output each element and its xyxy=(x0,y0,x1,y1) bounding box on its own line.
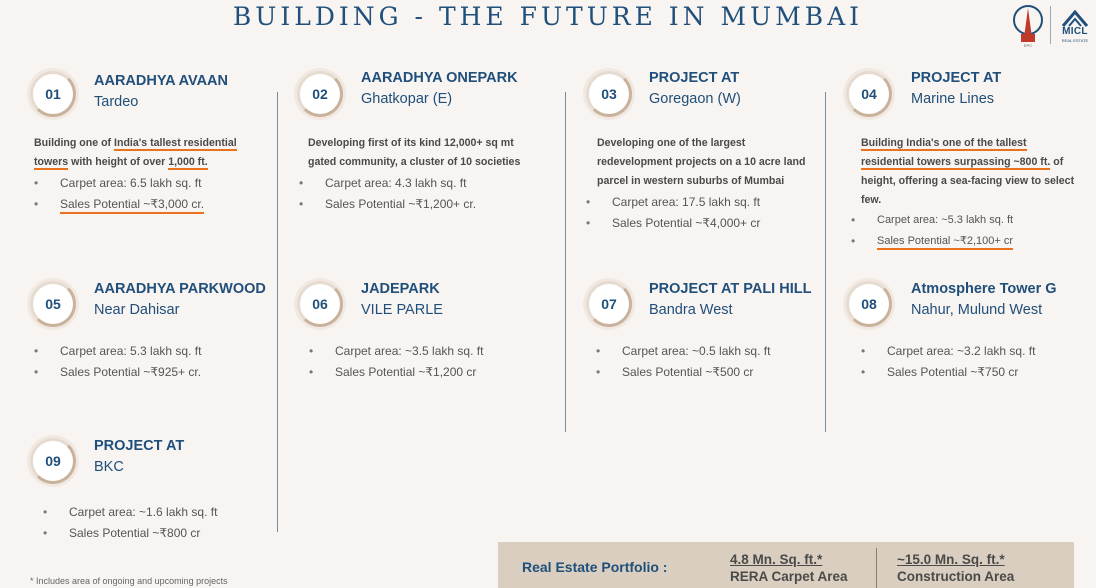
project-location: VILE PARLE xyxy=(361,302,443,318)
project-number-badge: 09 xyxy=(30,438,76,484)
project-description: Developing one of the largest redevelopment projects on a 10 acre land parcel in western suburbs of Mumbai xyxy=(597,137,806,187)
project-name: PROJECT AT PALI HILL xyxy=(649,281,812,297)
project-description: Building India's one of the tallest residential towers surpassing ~800 ft. of height, offering a sea-facing view to select few. xyxy=(861,137,1075,206)
carpet-area: • Carpet area: ~3.2 lakh sq. ft xyxy=(861,341,1035,362)
project-description: Developing first of its kind 12,000+ sq mt gated community, a cluster of 10 societies xyxy=(308,137,521,168)
project-description: Building one of India's tallest residential towers with height of over 1,000 ft. xyxy=(34,137,237,168)
sales-potential: • Sales Potential ~₹750 cr xyxy=(861,362,1035,383)
column-divider-2 xyxy=(565,92,566,432)
footnote: * Includes area of ongoing and upcoming projects xyxy=(30,576,228,586)
carpet-area: • Carpet area: 5.3 lakh sq. ft xyxy=(34,341,201,362)
sales-potential: • Sales Potential ~₹3,000 cr. xyxy=(34,194,204,215)
project-location: BKC xyxy=(94,459,124,475)
project-stats xyxy=(299,173,476,215)
project-number-badge: 06 xyxy=(297,281,343,327)
carpet-area: • Carpet area: 4.3 lakh sq. ft xyxy=(299,173,476,194)
project-number-badge: 07 xyxy=(586,281,632,327)
project-name: JADEPARK xyxy=(361,281,440,297)
project-location: Near Dahisar xyxy=(94,302,180,318)
project-stats xyxy=(586,192,760,234)
project-location: Goregaon (W) xyxy=(649,91,741,107)
carpet-area: • Carpet area: ~3.5 lakh sq. ft xyxy=(309,341,483,362)
project-name: PROJECT AT xyxy=(94,438,185,454)
project-number-badge: 05 xyxy=(30,281,76,327)
carpet-area: • Carpet area: 6.5 lakh sq. ft xyxy=(34,173,204,194)
sales-potential: • Sales Potential ~₹4,000+ cr xyxy=(586,213,760,234)
project-name: AARADHYA ONEPARK xyxy=(361,70,518,86)
project-stats xyxy=(861,341,1035,383)
portfolio-panel xyxy=(498,542,1074,588)
carpet-area: • Carpet area: ~5.3 lakh sq. ft xyxy=(851,210,1013,231)
man-logo-icon xyxy=(1012,4,1044,44)
project-name: PROJECT AT xyxy=(911,70,1002,86)
project-name: Atmosphere Tower G xyxy=(911,281,1057,297)
construction-label: Construction Area xyxy=(897,569,1015,584)
project-number-badge: 08 xyxy=(846,281,892,327)
project-number-badge: 03 xyxy=(586,71,632,117)
column-divider-3 xyxy=(825,92,826,432)
project-stats xyxy=(34,173,204,215)
project-name: AARADHYA AVAAN xyxy=(94,73,228,89)
project-stats xyxy=(851,210,1013,252)
project-location: Ghatkopar (E) xyxy=(361,91,453,107)
construction-value: ~15.0 Mn. Sq. ft.* xyxy=(897,552,1005,567)
project-location: Bandra West xyxy=(649,302,733,318)
man-logo-sub: EPC xyxy=(1023,43,1033,48)
micl-logo-text: MICL xyxy=(1062,26,1088,37)
project-stats xyxy=(596,341,770,383)
micl-logo-sub: REAL ESTATE xyxy=(1061,38,1089,43)
project-name: AARADHYA PARKWOOD xyxy=(94,281,266,297)
project-stats xyxy=(43,502,217,544)
rera-carpet-label: RERA Carpet Area xyxy=(730,569,848,584)
column-divider-1 xyxy=(277,92,278,532)
sales-potential: • Sales Potential ~₹1,200 cr xyxy=(309,362,483,383)
project-location: Nahur, Mulund West xyxy=(911,302,1043,318)
logo-divider xyxy=(1050,6,1051,44)
project-stats xyxy=(34,341,201,383)
portfolio-divider xyxy=(876,548,877,588)
rera-carpet-value: 4.8 Mn. Sq. ft.* xyxy=(730,552,823,567)
project-number-badge: 02 xyxy=(297,71,343,117)
sales-potential: • Sales Potential ~₹2,100+ cr xyxy=(851,231,1013,252)
sales-potential: • Sales Potential ~₹800 cr xyxy=(43,523,217,544)
project-number-badge: 01 xyxy=(30,71,76,117)
portfolio-label: Real Estate Portfolio : xyxy=(522,559,668,575)
carpet-area: • Carpet area: ~0.5 lakh sq. ft xyxy=(596,341,770,362)
project-location: Marine Lines xyxy=(911,91,995,107)
carpet-area: • Carpet area: 17.5 lakh sq. ft xyxy=(586,192,760,213)
project-stats xyxy=(309,341,483,383)
sales-potential: • Sales Potential ~₹925+ cr. xyxy=(34,362,201,383)
project-number-badge: 04 xyxy=(846,71,892,117)
page-title: BUILDING - THE FUTURE IN MUMBAI xyxy=(232,2,864,31)
sales-potential: • Sales Potential ~₹500 cr xyxy=(596,362,770,383)
project-name: PROJECT AT xyxy=(649,70,740,86)
project-location: Tardeo xyxy=(94,94,139,110)
sales-potential: • Sales Potential ~₹1,200+ cr. xyxy=(299,194,476,215)
carpet-area: • Carpet area: ~1.6 lakh sq. ft xyxy=(43,502,217,523)
